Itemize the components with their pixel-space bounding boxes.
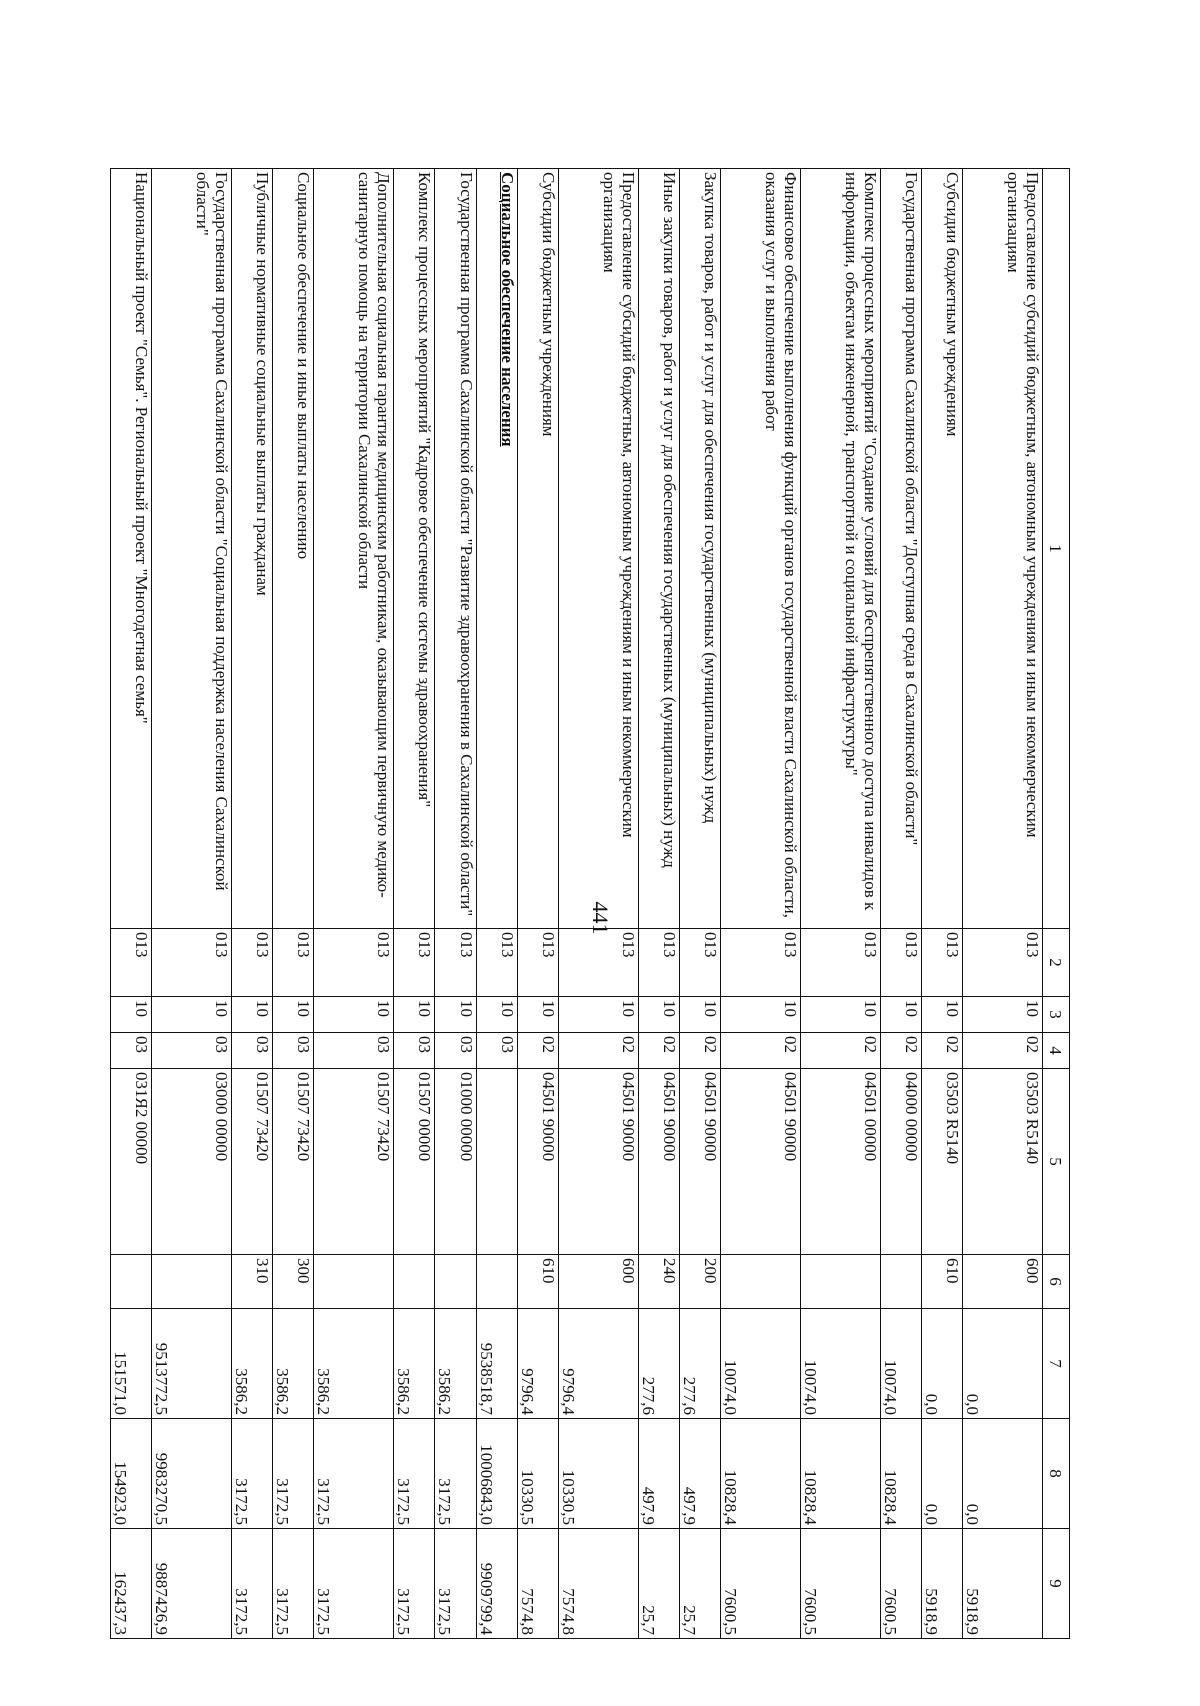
table-row	[921, 169, 962, 1639]
amount-col7-cell: 3586,2	[232, 1309, 273, 1419]
expense-type-cell	[152, 1255, 232, 1309]
expense-type-cell: 200	[679, 1255, 720, 1309]
amount-col7-cell: 9796,4	[558, 1309, 638, 1419]
section-code-cell: 10	[679, 997, 720, 1033]
amount-col9-cell: 3172,5	[314, 1529, 394, 1639]
amount-col7-cell: 0,0	[962, 1309, 1042, 1419]
target-article-cell: 01507 73420	[314, 1069, 394, 1255]
section-code-cell: 10	[638, 997, 679, 1033]
section-code-cell: 10	[880, 997, 921, 1033]
target-article-cell: 031Я2 00000	[111, 1069, 152, 1255]
amount-col7-cell: 10074,0	[800, 1309, 880, 1419]
amount-col8-cell: 9983270,5	[152, 1419, 232, 1529]
column-header: 9	[1043, 1529, 1070, 1639]
amount-col7-cell: 151571,0	[111, 1309, 152, 1419]
grbs-code-cell: 013	[558, 929, 638, 997]
table-row	[476, 169, 517, 1639]
target-article-cell: 04501 00000	[800, 1069, 880, 1255]
amount-col9-cell: 9887426,9	[152, 1529, 232, 1639]
amount-col8-cell: 10828,4	[880, 1419, 921, 1529]
expense-type-cell: 600	[962, 1255, 1042, 1309]
target-article-cell	[476, 1069, 517, 1255]
subsection-code-cell: 02	[638, 1033, 679, 1069]
expense-type-cell	[111, 1255, 152, 1309]
column-header: 4	[1043, 1033, 1070, 1069]
amount-col7-cell: 3586,2	[314, 1309, 394, 1419]
amount-col7-cell: 10074,0	[880, 1309, 921, 1419]
amount-col7-cell: 9538518,7	[476, 1309, 517, 1419]
expense-type-cell	[314, 1255, 394, 1309]
target-article-cell: 04501 90000	[720, 1069, 800, 1255]
target-article-cell: 04501 90000	[517, 1069, 558, 1255]
table-row	[679, 169, 720, 1639]
subsection-code-cell: 02	[720, 1033, 800, 1069]
section-code-cell: 10	[435, 997, 476, 1033]
subsection-code-cell: 02	[679, 1033, 720, 1069]
amount-col9-cell: 3172,5	[435, 1529, 476, 1639]
target-article-cell: 01000 00000	[435, 1069, 476, 1255]
amount-col9-cell: 7600,5	[720, 1529, 800, 1639]
row-name-cell: Финансовое обеспечение выполнения функций органов государственной власти Сахалинской области, оказания услуг и выполнения работ	[720, 169, 800, 929]
amount-col8-cell: 10330,5	[517, 1419, 558, 1529]
table-row	[880, 169, 921, 1639]
expense-type-cell	[880, 1255, 921, 1309]
table-row	[558, 169, 638, 1639]
row-name-cell: Субсидии бюджетным учреждениям	[921, 169, 962, 929]
grbs-code-cell: 013	[921, 929, 962, 997]
amount-col7-cell: 3586,2	[435, 1309, 476, 1419]
amount-col8-cell: 3172,5	[273, 1419, 314, 1529]
expense-type-cell	[720, 1255, 800, 1309]
section-code-cell: 10	[800, 997, 880, 1033]
subsection-code-cell: 03	[273, 1033, 314, 1069]
target-article-cell: 01507 00000	[394, 1069, 435, 1255]
amount-col9-cell: 7574,8	[517, 1529, 558, 1639]
table-row	[962, 169, 1042, 1639]
column-header: 8	[1043, 1419, 1070, 1529]
section-code-cell: 10	[720, 997, 800, 1033]
amount-col9-cell: 3172,5	[394, 1529, 435, 1639]
row-name-cell: Субсидии бюджетным учреждениям	[517, 169, 558, 929]
section-code-cell: 10	[232, 997, 273, 1033]
amount-col8-cell: 497,9	[679, 1419, 720, 1529]
budget-table	[110, 168, 1070, 1639]
subsection-code-cell: 02	[962, 1033, 1042, 1069]
row-name-cell: Предоставление субсидий бюджетным, автономным учреждениям и иным некоммерческим организациям	[962, 169, 1042, 929]
expense-type-cell: 610	[921, 1255, 962, 1309]
amount-col7-cell: 9513772,5	[152, 1309, 232, 1419]
section-code-cell: 10	[394, 997, 435, 1033]
expense-type-cell: 600	[558, 1255, 638, 1309]
row-name-cell: Социальное обеспечение населения	[476, 169, 517, 929]
row-name-cell: Государственная программа Сахалинской области "Социальная поддержка населения Сахалинской области"	[152, 169, 232, 929]
column-header: 5	[1043, 1069, 1070, 1255]
subsection-code-cell: 03	[394, 1033, 435, 1069]
row-name-cell: Комплекс процессных мероприятий "Кадровое обеспечение системы здравоохранения"	[394, 169, 435, 929]
table-row	[273, 169, 314, 1639]
table-row	[638, 169, 679, 1639]
amount-col9-cell: 25,7	[638, 1529, 679, 1639]
subsection-code-cell: 03	[314, 1033, 394, 1069]
table-row	[394, 169, 435, 1639]
target-article-cell: 01507 73420	[232, 1069, 273, 1255]
amount-col8-cell: 3172,5	[232, 1419, 273, 1529]
subsection-code-cell: 03	[232, 1033, 273, 1069]
grbs-code-cell: 013	[232, 929, 273, 997]
grbs-code-cell: 013	[152, 929, 232, 997]
grbs-code-cell: 013	[800, 929, 880, 997]
expense-type-cell	[476, 1255, 517, 1309]
expense-type-cell	[394, 1255, 435, 1309]
subsection-code-cell: 02	[880, 1033, 921, 1069]
amount-col8-cell: 0,0	[921, 1419, 962, 1529]
target-article-cell: 04501 90000	[558, 1069, 638, 1255]
subsection-code-cell: 02	[558, 1033, 638, 1069]
subsection-code-cell: 03	[152, 1033, 232, 1069]
section-code-cell: 10	[921, 997, 962, 1033]
table-row	[111, 169, 152, 1639]
section-code-cell: 10	[476, 997, 517, 1033]
target-article-cell: 04501 90000	[679, 1069, 720, 1255]
table-header-row	[1043, 169, 1070, 1639]
amount-col8-cell: 3172,5	[314, 1419, 394, 1529]
expense-type-cell: 300	[273, 1255, 314, 1309]
row-name-cell: Социальное обеспечение и иные выплаты населению	[273, 169, 314, 929]
amount-col9-cell: 7600,5	[800, 1529, 880, 1639]
grbs-code-cell: 013	[314, 929, 394, 997]
target-article-cell: 04501 90000	[638, 1069, 679, 1255]
expense-type-cell: 310	[232, 1255, 273, 1309]
amount-col8-cell: 10828,4	[800, 1419, 880, 1529]
column-header: 2	[1043, 929, 1070, 997]
row-name-cell: Предоставление субсидий бюджетным, автономным учреждениям и иным некоммерческим организациям	[558, 169, 638, 929]
amount-col8-cell: 3172,5	[394, 1419, 435, 1529]
grbs-code-cell: 013	[394, 929, 435, 997]
column-header: 3	[1043, 997, 1070, 1033]
expense-type-cell	[435, 1255, 476, 1309]
amount-col9-cell: 5918,9	[921, 1529, 962, 1639]
subsection-code-cell: 02	[921, 1033, 962, 1069]
row-name-cell: Государственная программа Сахалинской области "Доступная среда в Сахалинской области"	[880, 169, 921, 929]
expense-type-cell: 610	[517, 1255, 558, 1309]
row-name-cell: Комплекс процессных мероприятий "Создание условий для беспрепятственного доступа инвалидов к информации, объектам инженерной, транспортной и социальной инфраструктуры"	[800, 169, 880, 929]
subsection-code-cell: 03	[111, 1033, 152, 1069]
table-row	[517, 169, 558, 1639]
amount-col8-cell: 497,9	[638, 1419, 679, 1529]
column-header: 6	[1043, 1255, 1070, 1309]
section-code-cell: 10	[314, 997, 394, 1033]
target-article-cell: 03503 R5140	[962, 1069, 1042, 1255]
amount-col7-cell: 277,6	[638, 1309, 679, 1419]
row-name-cell: Национальный проект "Семья". Региональный проект "Многодетная семья"	[111, 169, 152, 929]
section-code-cell: 10	[111, 997, 152, 1033]
amount-col8-cell: 10828,4	[720, 1419, 800, 1529]
table-row	[232, 169, 273, 1639]
row-name-cell: Публичные нормативные социальные выплаты гражданам	[232, 169, 273, 929]
grbs-code-cell: 013	[273, 929, 314, 997]
section-code-cell: 10	[273, 997, 314, 1033]
grbs-code-cell: 013	[476, 929, 517, 997]
amount-col7-cell: 3586,2	[273, 1309, 314, 1419]
amount-col8-cell: 0,0	[962, 1419, 1042, 1529]
table-row	[800, 169, 880, 1639]
table-row	[152, 169, 232, 1639]
grbs-code-cell: 013	[517, 929, 558, 997]
section-code-cell: 10	[517, 997, 558, 1033]
amount-col8-cell: 154923,0	[111, 1419, 152, 1529]
row-name-cell: Иные закупки товаров, работ и услуг для обеспечения государственных (муниципальных) нужд	[638, 169, 679, 929]
amount-col9-cell: 162437,3	[111, 1529, 152, 1639]
row-name-cell: Государственная программа Сахалинской области "Развитие здравоохранения в Сахалинской области"	[435, 169, 476, 929]
amount-col7-cell: 10074,0	[720, 1309, 800, 1419]
row-name-cell: Дополнительная социальная гарантия медицинским работникам, оказывающим первичную медико-санитарную помощь на территории Сахалинской области	[314, 169, 394, 929]
column-header: 1	[1043, 169, 1070, 929]
grbs-code-cell: 013	[111, 929, 152, 997]
table-row	[435, 169, 476, 1639]
row-name-cell: Закупка товаров, работ и услуг для обеспечения государственных (муниципальных) нужд	[679, 169, 720, 929]
grbs-code-cell: 013	[679, 929, 720, 997]
amount-col8-cell: 3172,5	[435, 1419, 476, 1529]
budget-table-container	[110, 168, 1070, 1638]
grbs-code-cell: 013	[720, 929, 800, 997]
table-row	[720, 169, 800, 1639]
grbs-code-cell: 013	[962, 929, 1042, 997]
subsection-code-cell: 03	[435, 1033, 476, 1069]
grbs-code-cell: 013	[435, 929, 476, 997]
amount-col9-cell: 7574,8	[558, 1529, 638, 1639]
expense-type-cell	[800, 1255, 880, 1309]
amount-col9-cell: 9909799,4	[476, 1529, 517, 1639]
target-article-cell: 04000 00000	[880, 1069, 921, 1255]
column-header: 7	[1043, 1309, 1070, 1419]
subsection-code-cell: 02	[800, 1033, 880, 1069]
section-code-cell: 10	[962, 997, 1042, 1033]
amount-col7-cell: 3586,2	[394, 1309, 435, 1419]
target-article-cell: 03000 00000	[152, 1069, 232, 1255]
grbs-code-cell: 013	[880, 929, 921, 997]
target-article-cell: 01507 73420	[273, 1069, 314, 1255]
expense-type-cell: 240	[638, 1255, 679, 1309]
grbs-code-cell: 013	[638, 929, 679, 997]
table-row	[314, 169, 394, 1639]
page-number: 441	[588, 901, 613, 935]
subsection-code-cell: 02	[517, 1033, 558, 1069]
target-article-cell: 03503 R5140	[921, 1069, 962, 1255]
amount-col7-cell: 9796,4	[517, 1309, 558, 1419]
amount-col9-cell: 25,7	[679, 1529, 720, 1639]
amount-col9-cell: 5918,9	[962, 1529, 1042, 1639]
amount-col8-cell: 10006843,0	[476, 1419, 517, 1529]
subsection-code-cell: 03	[476, 1033, 517, 1069]
section-code-cell: 10	[558, 997, 638, 1033]
table-body	[111, 169, 1043, 1639]
section-code-cell: 10	[152, 997, 232, 1033]
amount-col8-cell: 10330,5	[558, 1419, 638, 1529]
amount-col9-cell: 7600,5	[880, 1529, 921, 1639]
amount-col7-cell: 0,0	[921, 1309, 962, 1419]
amount-col9-cell: 3172,5	[273, 1529, 314, 1639]
amount-col7-cell: 277,6	[679, 1309, 720, 1419]
amount-col9-cell: 3172,5	[232, 1529, 273, 1639]
